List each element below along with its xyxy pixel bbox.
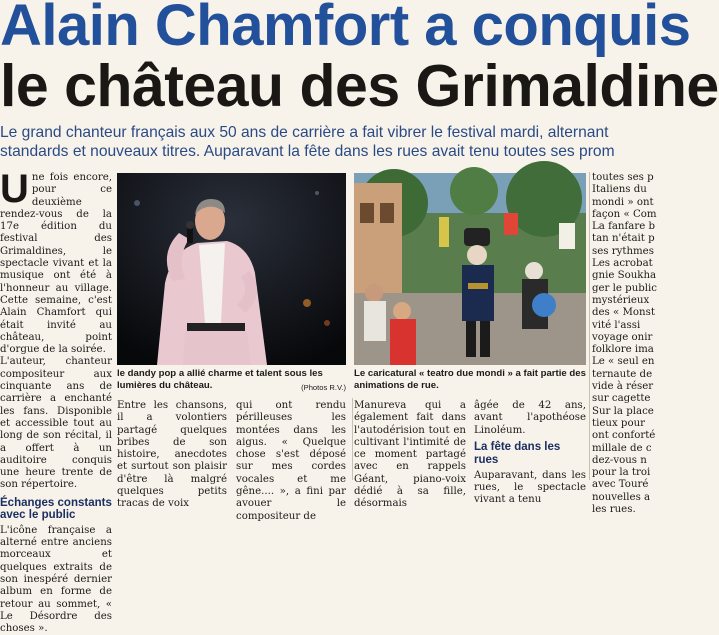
- col4-line: ger le public: [592, 282, 658, 294]
- standfirst-line-2: standards et nouveaux titres. Auparavant la fête dans les rues avait tenu toutes ses prom: [0, 143, 615, 160]
- article-column-4: [592, 172, 658, 516]
- col4-line: des « Monst: [592, 307, 655, 319]
- article-column-2a: Entre les chansons, il a volontiers partagé quelques bribes de son histoire, anecdotes et surtout son plaisir d'être là malgré quelques petits tracas de voix: [117, 400, 227, 510]
- street-theatre-illustration: [354, 173, 586, 365]
- paragraph-street: Auparavant, dans les rues, le spectacle vivant a tenu: [474, 469, 586, 506]
- col4-line: mondi » ont: [592, 196, 654, 208]
- col4-line: Sur la place: [592, 405, 654, 417]
- standfirst: [0, 123, 700, 161]
- col4-line: ses rythmes: [592, 245, 654, 257]
- col4-line: façon « Com: [592, 208, 657, 220]
- article-column-3a: Manureva qui a également fait dans l'autodérision tout en cultivant l'intimité de ce moment partagé avec en rappels Géant, piano-voix dédié à sa fille, désormais: [354, 400, 466, 510]
- col4-line: vide à réser: [592, 381, 654, 393]
- column-divider: [589, 172, 590, 480]
- col4-line: avec Touré: [592, 479, 649, 491]
- subheading-street-party: La fête dans les rues: [474, 440, 561, 466]
- col4-line: vité l'assi: [592, 319, 641, 331]
- subheading-exchanges: Échanges constants avec le public: [0, 496, 112, 522]
- singer-illustration: [117, 173, 346, 365]
- col4-line: ont conforté: [592, 430, 656, 442]
- col4-line: sur cagette: [592, 393, 651, 405]
- article-column-3b: [474, 400, 586, 507]
- photo-credit: (Photos R.V.): [301, 382, 346, 392]
- col4-line: millale de c: [592, 442, 652, 454]
- photo-singer-on-stage: [117, 173, 346, 365]
- article-column-1: [0, 167, 112, 635]
- col4-line: Italiens du: [592, 184, 647, 196]
- col4-line: mystérieux: [592, 294, 650, 306]
- col4-line: voyage onir: [592, 331, 653, 343]
- col4-line: La fanfare b: [592, 221, 655, 233]
- photo-caption-theatre: Le caricatural « teatro due mondi » a fait partie des animations de rue.: [354, 368, 586, 391]
- paragraph-author: L'auteur, chanteur compositeur aux cinquante ans de carrière a enchanté les fans. Disponible et accessible tout au long de son récital, il a offert à un auditoire conquis une heure trente de son répertoire.: [0, 356, 112, 491]
- headline-line-2: le château des Grimaldine: [0, 53, 719, 119]
- standfirst-line-1: Le grand chanteur français aux 50 ans de carrière a fait vibrer le festival mardi, alternant: [0, 124, 609, 141]
- col4-line: tan n'était p: [592, 233, 655, 245]
- paragraph-icon: L'icône française a alterné entre anciens morceaux et quelques extraits de son inespéré dernier album en forme de retour au sommet, « Le Désordre des choses ».: [0, 524, 112, 635]
- col4-line: toutes ses p: [592, 172, 654, 183]
- column-divider: [352, 398, 353, 480]
- col4-line: folklore ima: [592, 344, 654, 356]
- photo-street-theatre: [354, 173, 586, 365]
- col4-line: tieux pour: [592, 417, 646, 429]
- col4-line: gnie Soukha: [592, 270, 657, 282]
- col4-line: pour la troi: [592, 467, 651, 479]
- col4-line: ternaute de: [592, 368, 653, 380]
- drop-cap: U: [0, 167, 29, 211]
- caption-text-singer: le dandy pop a allié charme et talent sous les lumières du château.: [117, 368, 323, 391]
- col4-line: Le « seul en: [592, 356, 655, 368]
- article-column-2b: qui ont rendu périlleuses les montées dans les aigus. « Quelque chose s'est déposé sur mes cordes vocales et me gêne.... », a fini par avouer le compositeur de: [236, 400, 346, 522]
- col4-line: nouvelles a: [592, 491, 651, 503]
- col4-line: les rues.: [592, 504, 636, 516]
- paragraph-intro: ne fois encore, pour ce deuxième rendez-vous de la 17e édition du festival des Grimaldines, le spectacle vivant et la musique ont été à l'honneur au village. Cette semaine, c'est Alain Chamfort qui était invité au château, point d'orgue de la soirée.: [0, 172, 112, 356]
- col4-line: Les acrobat: [592, 258, 653, 270]
- photo-caption-singer: [117, 368, 346, 393]
- headline-line-1: Alain Chamfort a conquis: [0, 0, 691, 58]
- col4-line: dez-vous n: [592, 454, 647, 466]
- paragraph-apotheose: âgée de 42 ans, avant l'apothéose Linoléum.: [474, 400, 586, 436]
